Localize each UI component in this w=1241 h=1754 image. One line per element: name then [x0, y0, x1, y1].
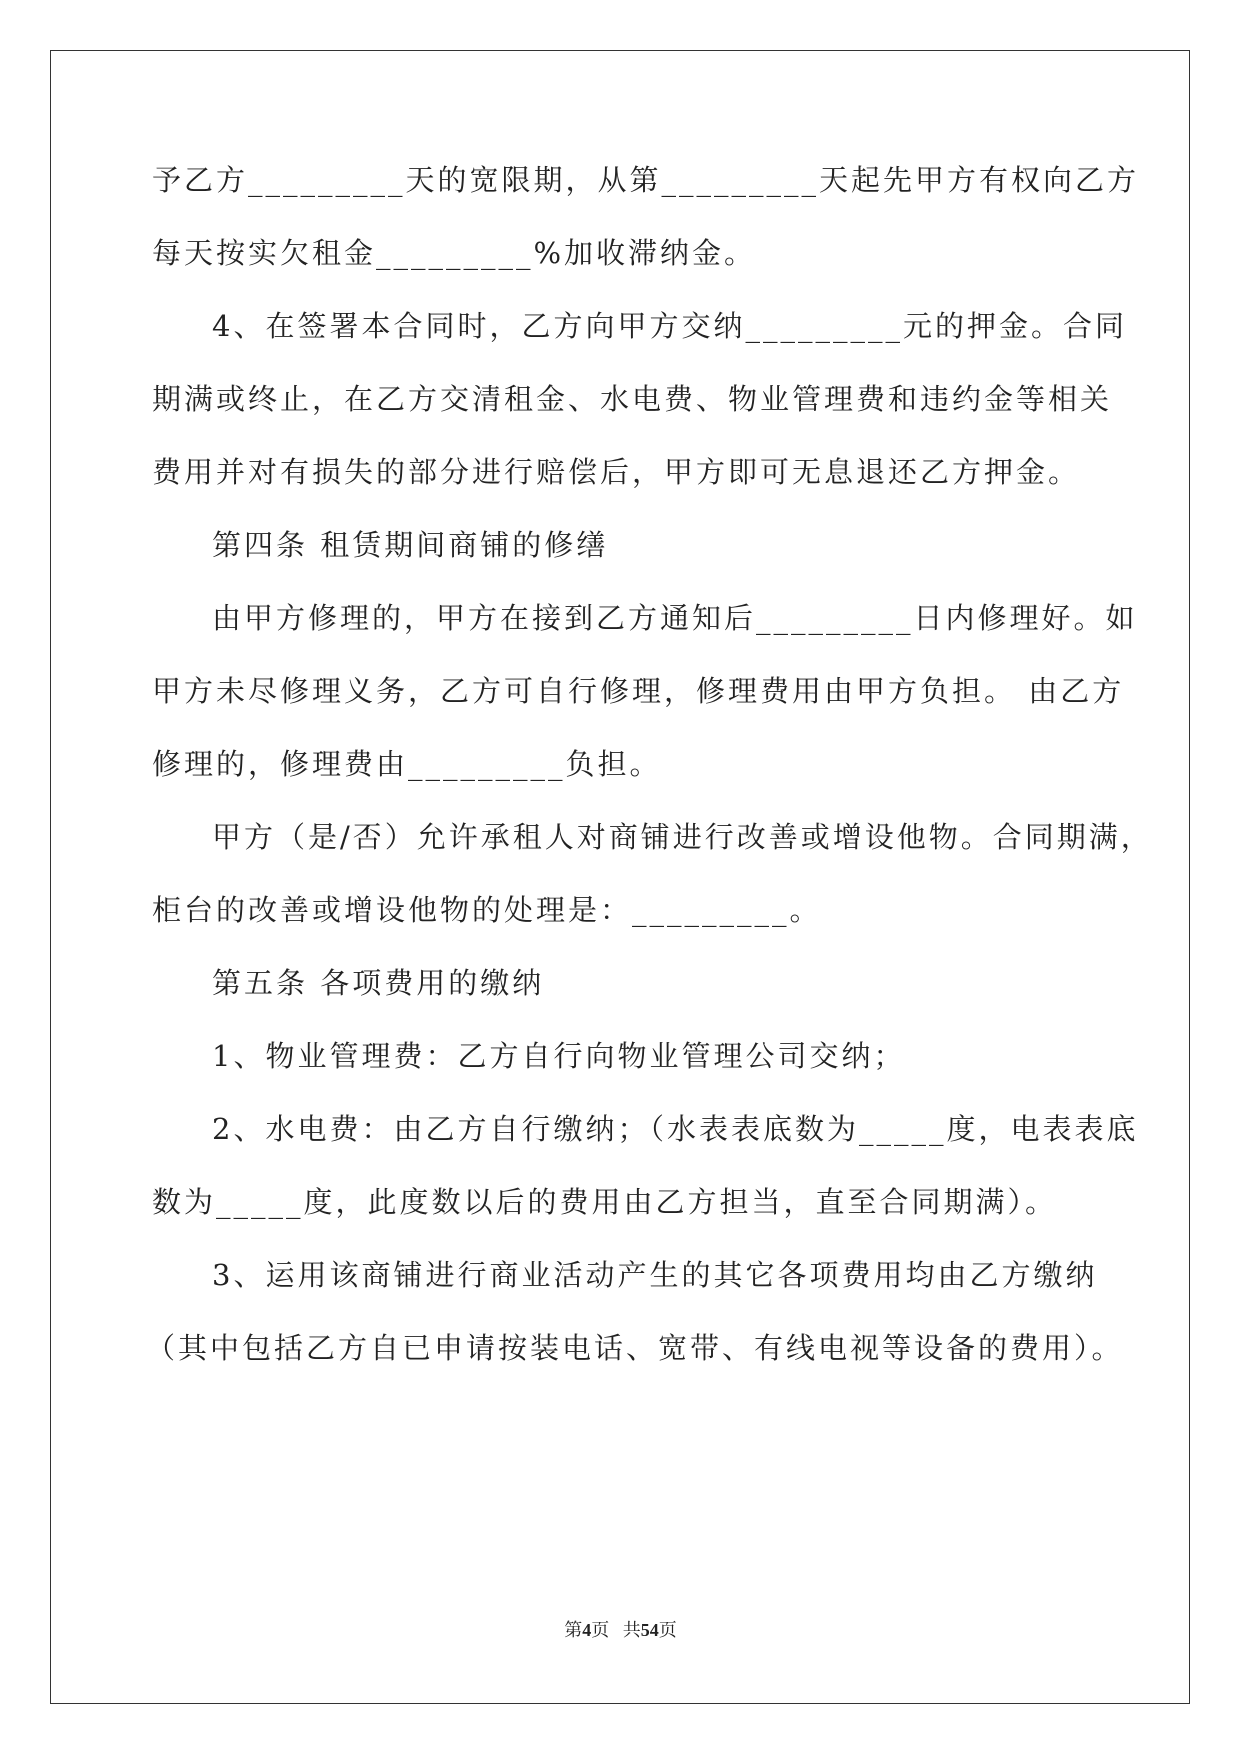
- paragraph-line: 予乙方_________天的宽限期，从第_________天起先甲方有权向乙方: [152, 163, 1140, 197]
- paragraph-line: 期满或终止，在乙方交清租金、水电费、物业管理费和违约金等相关: [152, 382, 1113, 416]
- paragraph-line: 修理的，修理费由_________负担。: [152, 747, 662, 781]
- page-suffix: 页: [591, 1620, 610, 1640]
- total-suffix: 页: [658, 1620, 677, 1640]
- paragraph-line: 2、水电费：由乙方自行缴纳；（水表表底数为_____度，电表表底: [212, 1112, 1139, 1146]
- paragraph-line: （其中包括乙方自已申请按装电话、宽带、有线电视等设备的费用）。: [146, 1331, 1124, 1365]
- paragraph-line: 4、在签署本合同时，乙方向甲方交纳_________元的押金。合同: [212, 309, 1127, 343]
- paragraph-line: 每天按实欠租金_________%加收滞纳金。: [152, 236, 757, 270]
- page-border: [50, 50, 1190, 1704]
- page-number: 4: [582, 1620, 592, 1640]
- paragraph-line: 费用并对有损失的部分进行赔偿后，甲方即可无息退还乙方押金。: [152, 455, 1081, 489]
- section-heading: 第五条 各项费用的缴纳: [212, 966, 545, 1000]
- paragraph-line: 由甲方修理的，甲方在接到乙方通知后_________日内修理好。如: [212, 601, 1138, 635]
- paragraph-line: 3、运用该商铺进行商业活动产生的其它各项费用均由乙方缴纳: [212, 1258, 1098, 1292]
- paragraph-line: 数为_____度，此度数以后的费用由乙方担当，直至合同期满）。: [152, 1185, 1058, 1219]
- page-prefix: 第: [564, 1620, 583, 1640]
- paragraph-line: 甲方（是/否）允许承租人对商铺进行改善或增设他物。合同期满，: [212, 820, 1153, 854]
- page-footer: [0, 1616, 1241, 1642]
- paragraph-line: 柜台的改善或增设他物的处理是：_________。: [152, 893, 822, 927]
- total-pages: 54: [640, 1620, 659, 1640]
- paragraph-line: 1、物业管理费：乙方自行向物业管理公司交纳；: [212, 1039, 906, 1073]
- total-prefix: 共: [622, 1620, 641, 1640]
- section-heading: 第四条 租赁期间商铺的修缮: [212, 528, 609, 562]
- paragraph-line: 甲方未尽修理义务，乙方可自行修理，修理费用由甲方负担。 由乙方: [152, 674, 1125, 708]
